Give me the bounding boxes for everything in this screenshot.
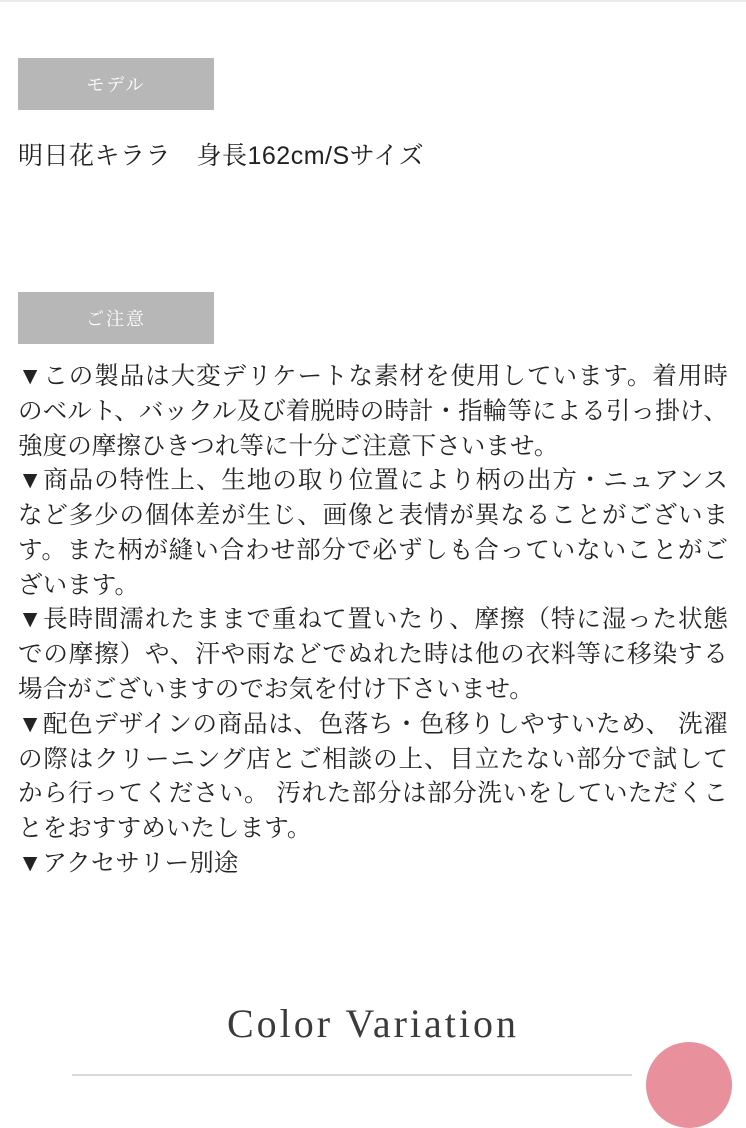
notice-paragraph: ▼長時間濡れたままで重ねて置いたり、摩擦（特に湿った状態での摩擦）や、汗や雨などでぬれた時は他の衣料等に移染する場合がございますのでお気を付け下さいませ。 — [18, 606, 728, 704]
model-info-text: 明日花キララ 身長162cm/Sサイズ — [18, 142, 425, 170]
color-variation-heading: Color Variation — [226, 1001, 519, 1046]
notice-paragraph: ▼配色デザインの商品は、色落ち・色移りしやすいため、 洗濯の際はクリーニング店とご相談の上、目立たない部分で試してから行ってください。 汚れた部分は部分洗いをしていただくことをおすすめいたします。 — [18, 710, 728, 843]
content-area — [0, 2, 746, 882]
color-swatch-row — [0, 1070, 746, 1080]
notice-paragraph: ▼商品の特性上、生地の取り位置により柄の出方・ニュアンスなど多少の個体差が生じ、画像と表情が異なることがございます。また柄が縫い合わせ部分で必ずしも合っていないことがございます。 — [18, 467, 728, 599]
section-tag-model: モデル — [18, 58, 214, 110]
notice-paragraph: ▼アクセサリー別途 — [18, 849, 239, 877]
notice-paragraph: ▼この製品は大変デリケートな素材を使用しています。着用時のベルト、バックル及び着脱時の時計・指輪等による引っ掛け、強度の摩擦ひきつれ等に十分ご注意下さいませ。 — [18, 363, 728, 460]
section-tag-notice: ご注意 — [18, 292, 214, 344]
swatch-divider-line — [72, 1074, 632, 1076]
notice-text-block — [18, 360, 728, 882]
pink-swatch[interactable] — [646, 1042, 732, 1128]
